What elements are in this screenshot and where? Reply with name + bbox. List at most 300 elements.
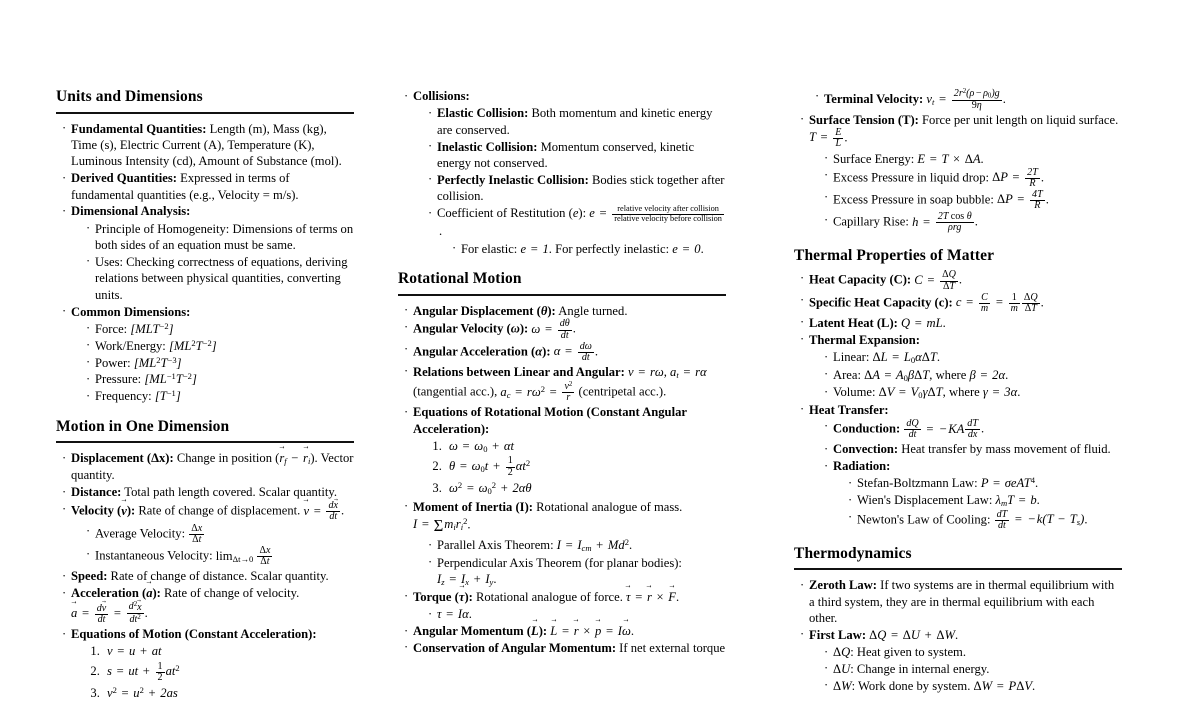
bullet-icon: · — [62, 484, 67, 499]
bullet-icon: · — [428, 105, 433, 120]
acceleration-formula: a → = $\frac{dv \to}{dt}$ = $\frac{d^2x \to}{dt^2}$ — [71, 606, 145, 620]
surface-tension-sublist — [809, 151, 1122, 234]
section-rule — [794, 568, 1122, 570]
list-item-conservation-angular-momentum — [404, 640, 726, 656]
excess-pressure-drop-formula: ΔP = $\frac{2T}{R}$ — [992, 166, 1038, 189]
bullet-icon: · — [824, 458, 829, 473]
list-item-parallel-axis-theorem — [428, 537, 726, 554]
parallel-axis-formula: $I = I_{cm} + Md^2$ — [556, 537, 629, 554]
item-label: Capillary Rise: — [833, 214, 909, 229]
list-item-derived-quantities — [62, 170, 354, 203]
section-title: Motion in One Dimension — [56, 417, 230, 435]
section-thermal-properties — [794, 247, 1122, 532]
item-label: Surface Energy: — [833, 151, 915, 166]
list-item-first-law — [800, 627, 1122, 694]
period: . — [955, 627, 959, 642]
common-dimensions-sublist — [71, 321, 354, 405]
item-text: , where — [942, 385, 980, 400]
thermal-expansion-sublist — [809, 349, 1122, 401]
displacement-formula: $r \to_f - r \to_i$ — [279, 451, 310, 465]
bullet-icon: · — [428, 606, 433, 621]
item-text: : Heat given to system. — [850, 645, 966, 660]
period: . — [1084, 512, 1088, 527]
item-text: Uses: Checking correctness of equations, deriving relations between physical quantities, converting units. — [95, 254, 348, 302]
item-label: Pressure: — [95, 372, 142, 387]
item-label: Acceleration (a →): — [71, 586, 161, 600]
list-item-homogeneity — [86, 221, 354, 254]
linear-expansion-formula: $\Delta L = L_0\alpha\Delta T$ — [872, 350, 937, 365]
rot-eq-2: $\theta = \omega_0t$ + $\frac{1}{2}$ $\alpha t^2$ — [449, 455, 531, 478]
item-text: Total path length covered. Scalar quantity. — [124, 485, 337, 500]
bullet-icon: · — [824, 441, 829, 456]
bullet-icon: · — [428, 205, 433, 220]
item-label: Velocity (v →): — [71, 504, 135, 518]
terminal-velocity-formula: $v_t$ = $\frac{2r^2(\rho - \rho_0)g}{9\eta}$ — [926, 88, 1000, 111]
specific-heat-formula: c = $\frac{C}{m}$ = $\frac{1}{m}$ $\frac{\Delta Q}{\Delta T}$ — [955, 291, 1038, 315]
period: . — [980, 151, 984, 166]
restitution-formula: e = $\frac{\text{relative velocity after collision}}{\text{relative velocity before collision}}$ — [589, 204, 722, 223]
item-label: Instantaneous Velocity: — [95, 548, 213, 563]
period: . — [1035, 476, 1039, 491]
item-label: Distance: — [71, 485, 122, 500]
list-item-rotational-equations — [404, 404, 726, 497]
work-formula: ΔW = PΔV — [973, 678, 1033, 693]
list-item-instantaneous-velocity — [86, 546, 354, 568]
bullet-icon: · — [62, 304, 67, 319]
period: . — [942, 315, 946, 330]
column-3 — [766, 88, 1134, 693]
list-item-collisions — [404, 88, 726, 257]
list-item-dimensional-analysis — [62, 203, 354, 303]
item-label: Convection: — [833, 442, 899, 457]
delta-w-symbol: ΔW — [833, 678, 852, 693]
item-label: Force: — [95, 321, 128, 336]
list-item-power-dimension — [86, 355, 354, 371]
bullet-icon: · — [62, 170, 67, 185]
bullet-icon: · — [86, 221, 91, 236]
item-label: Equations of Motion (Constant Acceleration): — [71, 627, 317, 642]
bullet-icon: · — [824, 190, 829, 205]
bullet-icon: · — [800, 270, 805, 285]
dimensional-analysis-sublist — [71, 221, 354, 303]
bullet-icon: · — [404, 364, 409, 379]
bullet-icon: · — [62, 585, 67, 600]
period: . — [958, 272, 963, 287]
bullet-icon: · — [824, 419, 829, 434]
period: . — [629, 538, 633, 553]
bullet-icon: · — [62, 450, 67, 465]
torque-sublist — [413, 606, 726, 622]
section-thermodynamics — [794, 545, 1122, 695]
bullet-icon: · — [428, 139, 433, 154]
list-item-conduction — [824, 419, 1122, 441]
list-item-perfectly-inelastic-collision — [428, 172, 726, 205]
bullet-icon: · — [848, 510, 853, 525]
item-label: Dimensional Analysis: — [71, 204, 191, 219]
bullet-icon: · — [800, 627, 805, 642]
angular-momentum-formula: L → = r → × p → = Iω → — [550, 624, 631, 638]
stefan-boltzmann-formula: P = σeAT$^4$ — [980, 475, 1036, 491]
list-item-area-expansion — [824, 367, 1122, 384]
list-item-excess-pressure-bubble — [824, 190, 1122, 212]
bullet-icon: · — [800, 315, 805, 330]
motion-equations-list — [71, 643, 354, 702]
list-item-angular-velocity — [404, 319, 726, 341]
newton-cooling-formula: $\frac{dT}{dt}$ = − $k(T - T_s)$ — [996, 508, 1085, 532]
item-label: Power: — [95, 355, 131, 370]
section-rule — [398, 294, 726, 296]
list-item-uses — [86, 254, 354, 303]
instantaneous-velocity-formula: $\lim_{\Delta t\to 0}$ $\frac{\Delta x}{\Delta t}$ — [215, 545, 271, 568]
item-label: Specific Heat Capacity (c): — [809, 295, 953, 310]
bullet-icon: · — [86, 371, 91, 386]
column-1 — [0, 88, 368, 700]
list-item-angular-acceleration — [404, 342, 726, 364]
elastic-e-value: e = 1 — [520, 241, 549, 256]
item-label: Derived Quantities: — [71, 171, 177, 186]
surface-energy-formula: E = T × ΔA — [917, 151, 981, 166]
list-item-delta-q — [824, 644, 1122, 660]
work-dimension-formula: $[ML^2T^{-2}]$ — [168, 337, 217, 353]
list-item-fundamental-quantities — [62, 121, 354, 170]
item-text: Both momentum and kinetic energy are conserved. — [437, 106, 713, 137]
item-label: Linear: — [833, 350, 870, 365]
motion1d-list — [56, 450, 354, 703]
item-label: Conduction: — [833, 421, 901, 436]
period: . — [630, 624, 634, 639]
section-title: Rotational Motion — [398, 270, 522, 288]
list-item-distance — [62, 484, 354, 500]
section-rule — [56, 112, 354, 114]
list-item-equations-of-motion — [62, 626, 354, 703]
collisions-sublist — [413, 105, 726, 257]
bullet-icon: · — [800, 112, 805, 127]
surface-tension-formula: T = $\frac{E}{L}$ — [809, 126, 842, 150]
period: . — [980, 421, 985, 436]
item-text: Rotational analogue of force. — [475, 589, 623, 604]
bullet-icon: · — [404, 623, 409, 638]
bullet-icon: · — [62, 203, 67, 218]
item-label: First Law: — [809, 627, 867, 642]
item-text: Principle of Homogeneity: Dimensions of terms on both sides of an equation must be same. — [95, 221, 354, 253]
equation-item — [103, 643, 354, 661]
item-text: Change in position ( — [176, 451, 280, 466]
item-text: Angle turned. — [558, 303, 628, 318]
list-item-velocity — [62, 501, 354, 568]
item-label: Angular Momentum (L →): — [413, 624, 547, 638]
item-label: Coefficient of Restitution (e): — [437, 206, 587, 221]
bullet-icon: · — [86, 546, 91, 561]
bullet-icon: · — [800, 577, 805, 592]
angular-velocity-formula: ω = $\frac{d\theta}{dt}$ — [531, 318, 570, 341]
bullet-icon: · — [86, 321, 91, 336]
list-item-specific-heat-capacity — [800, 293, 1122, 315]
list-item-torque — [404, 589, 726, 623]
period: . — [844, 130, 848, 145]
bullet-icon: · — [824, 168, 829, 183]
item-text: If net external torque — [619, 640, 726, 655]
period: . — [1032, 678, 1036, 693]
bullet-icon: · — [404, 342, 409, 357]
list-item-inelastic-collision — [428, 139, 726, 172]
item-text: Length (m), Mass (kg), Time (s), Electric Current (A), Temperature (K), Luminous Intensity (cd), Amount of Substance (mol). — [71, 121, 342, 169]
inelastic-e-value: e = 0 — [672, 241, 701, 256]
item-label: Heat Transfer: — [809, 402, 889, 417]
bullet-icon: · — [824, 349, 829, 364]
item-label: Stefan-Boltzmann Law: — [857, 476, 978, 491]
bullet-icon: · — [404, 319, 409, 334]
item-label: Radiation: — [833, 459, 891, 474]
bullet-icon: · — [824, 367, 829, 382]
item-label: Average Velocity: — [95, 526, 186, 541]
item-label: Newton's Law of Cooling: — [857, 512, 991, 527]
first-law-sublist — [809, 644, 1122, 694]
list-item-pressure-dimension — [86, 371, 354, 387]
equation-item — [103, 684, 354, 703]
list-item-common-dimensions — [62, 304, 354, 405]
heat-transfer-sublist — [809, 419, 1122, 532]
list-item-for-elastic — [452, 241, 726, 257]
fluids-list — [794, 88, 1122, 234]
list-item-work-dimension — [86, 338, 354, 354]
rot-eq-1: $\omega = \omega_0 + \alpha t$ — [449, 439, 515, 454]
frequency-dimension-formula: $[T^{-1}]$ — [154, 388, 181, 404]
list-item-surface-tension — [800, 112, 1122, 234]
velocity-formula: v → = $\frac{dx \to}{dt}$ — [303, 504, 341, 518]
list-item-terminal-velocity — [815, 88, 1122, 111]
item-text: (tangential acc.), — [413, 384, 498, 399]
list-item-radiation — [824, 458, 1122, 531]
bullet-icon: · — [824, 151, 829, 166]
bullet-icon: · — [62, 568, 67, 583]
item-label: Angular Displacement (θ): — [413, 303, 556, 318]
bullet-icon: · — [800, 332, 805, 347]
item-label: Moment of Inertia (I): — [413, 499, 533, 514]
period: . — [974, 214, 978, 229]
list-item-heat-capacity — [800, 270, 1122, 292]
rot-eq-3: $\omega^2 = \omega_0^2 + 2\alpha\theta$ — [449, 479, 532, 496]
item-label: Excess Pressure in soap bubble: — [833, 192, 994, 207]
item-label: Latent Heat (L): — [809, 315, 898, 330]
restitution-numerator: relative velocity after collision — [617, 204, 719, 214]
excess-pressure-bubble-formula: ΔP = $\frac{4T}{R}$ — [997, 188, 1043, 212]
item-text: : Work done by system. — [851, 678, 971, 693]
eom-3: $v^2 = u^2 + 2as$ — [107, 685, 178, 700]
item-label: Thermal Expansion: — [809, 332, 920, 347]
item-label: Surface Tension (T): — [809, 112, 919, 127]
section-title: Units and Dimensions — [56, 88, 203, 105]
item-text-tail: (centripetal acc.). — [578, 384, 667, 399]
beta-relation-formula: β = 2α — [969, 367, 1006, 382]
item-label: Work/Energy: — [95, 338, 166, 353]
list-item-speed — [62, 568, 354, 584]
eom-1: v = u + at — [107, 644, 162, 659]
bullet-icon: · — [404, 404, 409, 419]
bullet-icon: · — [824, 212, 829, 227]
thermal-list — [794, 270, 1122, 531]
bullet-icon: · — [800, 293, 805, 308]
period: . — [936, 350, 941, 365]
volume-expansion-formula: $\Delta V = V_0\gamma\Delta T$ — [878, 385, 943, 400]
period: . — [493, 572, 497, 587]
torque-formula: τ → = r → × F → — [626, 590, 676, 604]
bullet-icon: · — [62, 121, 67, 136]
list-item-delta-u — [824, 661, 1122, 677]
column-2 — [372, 88, 740, 655]
bullet-icon: · — [62, 501, 67, 516]
list-item-convection — [824, 441, 1122, 457]
item-label: Relations between Linear and Angular: — [413, 364, 625, 379]
item-text: Momentum conserved, kinetic energy not conserved. — [437, 139, 695, 170]
item-label: Elastic Collision: — [437, 106, 529, 121]
item-text-tail: . — [700, 241, 704, 256]
item-label: Parallel Axis Theorem: — [437, 538, 554, 553]
item-label: Angular Velocity (ω): — [413, 322, 529, 337]
item-label: Heat Capacity (C): — [809, 272, 912, 287]
period: . — [1045, 192, 1049, 207]
bullet-icon: · — [452, 241, 457, 256]
velocity-sublist — [71, 524, 354, 568]
item-label: Perpendicular Axis Theorem (for planar bodies): — [437, 555, 682, 570]
list-item-excess-pressure-drop — [824, 168, 1122, 190]
period: . — [1040, 170, 1044, 185]
list-item-angular-displacement — [404, 303, 726, 319]
bullet-icon: · — [62, 626, 67, 641]
section-title: Thermal Properties of Matter — [794, 246, 995, 264]
perpendicular-axis-formula: $I_z = I_x + I_y$ — [437, 572, 494, 588]
item-label: Common Dimensions: — [71, 304, 191, 319]
item-label: Fundamental Quantities: — [71, 121, 207, 136]
restitution-denominator: relative velocity before collision — [614, 213, 722, 223]
relation-v-formula: v = rω — [627, 364, 664, 379]
list-item-wien-displacement — [848, 492, 1122, 509]
list-item-zeroth-law — [800, 577, 1122, 626]
bullet-icon: · — [800, 402, 805, 417]
item-label: Volume: — [833, 385, 876, 400]
moment-of-inertia-formula: $I = \Sigma m_ir_i^2$ — [413, 515, 468, 535]
latent-heat-formula: Q = mL — [901, 315, 943, 330]
wien-formula: $\lambda_mT = b$ — [995, 493, 1037, 509]
list-item-linear-angular-relations: · Relations between Linear and Angular: v = rω, $a_t = r\alpha$ (tangential acc.), $a_c = r\omega^2$ = $\frac{v^2}{r}$ (centripetal acc.). — [404, 364, 707, 404]
relation-ac-formula: $a_c = r\omega^2$ = $\frac{v^2}{r}$ — [500, 380, 573, 404]
item-text-mid: . For perfectly inelastic: — [548, 241, 670, 256]
item-label: Conservation of Angular Momentum: — [413, 640, 617, 655]
equation-item — [445, 479, 726, 498]
period: . — [467, 517, 471, 532]
list-item-thermal-expansion — [800, 332, 1122, 401]
bullet-icon: · — [404, 640, 409, 655]
force-dimension-formula: $[MLT^{-2}]$ — [130, 320, 174, 336]
list-item-elastic-collision — [428, 105, 726, 138]
period: . — [341, 503, 345, 518]
bullet-icon: · — [848, 492, 853, 507]
item-label: Inelastic Collision: — [437, 139, 538, 154]
period: . — [675, 589, 680, 604]
units-list — [56, 121, 354, 405]
bullet-icon: · — [404, 589, 409, 604]
section-title: Thermodynamics — [794, 544, 912, 562]
average-velocity-formula: $\frac{\Delta x}{\Delta t}$ — [191, 522, 203, 546]
bullet-icon: · — [86, 355, 91, 370]
conduction-formula: $\frac{dQ}{dt}$ = − KA $\frac{dT}{dx}$ — [906, 417, 978, 441]
gamma-relation-formula: γ = 3α — [982, 385, 1018, 400]
delta-q-symbol: ΔQ — [833, 645, 851, 660]
torque-inertia-formula: τ = Iα — [437, 607, 469, 622]
equation-item — [103, 662, 354, 684]
radiation-sublist — [833, 475, 1122, 531]
rotational-list — [398, 303, 726, 657]
period: . — [1002, 91, 1006, 106]
list-item-frequency-dimension — [86, 388, 354, 404]
equation-item — [445, 456, 726, 478]
list-item-capillary-rise — [824, 212, 1122, 234]
list-item-angular-momentum — [404, 623, 726, 639]
period: . — [594, 344, 599, 359]
list-item-surface-energy — [824, 151, 1122, 167]
list-item-perpendicular-axis-theorem — [428, 555, 726, 588]
bullet-icon: · — [428, 172, 433, 187]
heat-capacity-formula: C = $\frac{\Delta Q}{\Delta T}$ — [914, 269, 956, 292]
period: . — [144, 606, 148, 621]
item-label: Perfectly Inelastic Collision: — [437, 172, 589, 187]
list-item-latent-heat — [800, 315, 1122, 331]
bullet-icon: · — [815, 88, 820, 103]
item-label: Wien's Displacement Law: — [857, 493, 993, 508]
bullet-icon: · — [86, 524, 91, 539]
item-text: Rate of change of velocity. — [164, 586, 300, 601]
period: . — [1040, 295, 1044, 310]
list-item-volume-expansion — [824, 384, 1122, 401]
list-item-newton-cooling — [848, 510, 1122, 532]
bullet-icon: · — [86, 254, 91, 269]
item-label: Collisions: — [413, 89, 470, 103]
angular-acceleration-formula: α = $\frac{d\omega}{dt}$ — [553, 340, 592, 364]
item-label: Zeroth Law: — [809, 578, 877, 593]
bullet-icon: · — [86, 388, 91, 403]
item-text: , where — [929, 367, 967, 382]
period: . — [1005, 367, 1009, 382]
delta-u-symbol: ΔU — [833, 661, 851, 676]
item-label: Area: — [833, 367, 861, 382]
list-item-average-velocity — [86, 524, 354, 546]
item-label: Displacement (Δx): — [71, 451, 174, 466]
item-text: If two systems are in thermal equilibrium with a third system, they are in thermal equilibrium with each other. — [809, 578, 1115, 625]
item-label: Excess Pressure in liquid drop: — [833, 170, 990, 185]
item-text: Force per unit length on liquid surface. — [922, 112, 1119, 127]
capillary-rise-formula: h = $\frac{\text{2T cos θ}}{\text{ρrg}}$ — [912, 211, 972, 234]
item-text: For elastic: — [461, 241, 518, 256]
bullet-icon: · — [428, 537, 433, 552]
section-motion-in-one-dimension — [56, 418, 354, 703]
item-label: Equations of Rotational Motion (Constant Angular Acceleration): — [413, 405, 687, 436]
item-text: : Change in internal energy. — [850, 661, 990, 676]
item-text: Rotational analogue of mass. — [536, 499, 683, 514]
period: . — [572, 322, 576, 337]
area-expansion-formula: $\Delta A = A_0\beta\Delta T$ — [864, 367, 930, 383]
item-text: Bodies stick together after collision. — [437, 172, 725, 204]
section-units-and-dimensions — [56, 88, 354, 405]
power-dimension-formula: $[ML^2T^{-3}]$ — [133, 354, 182, 370]
item-text: Rate of change of displacement. — [138, 503, 301, 518]
list-item-moment-of-inertia — [404, 499, 726, 589]
list-item-acceleration — [62, 585, 354, 625]
item-label: Torque (τ →): — [413, 590, 473, 604]
bullet-icon: · — [404, 88, 409, 103]
period: . — [1036, 493, 1040, 508]
list-item-delta-w — [824, 678, 1122, 694]
section-rotational-motion — [398, 270, 726, 656]
bullet-icon: · — [86, 338, 91, 353]
